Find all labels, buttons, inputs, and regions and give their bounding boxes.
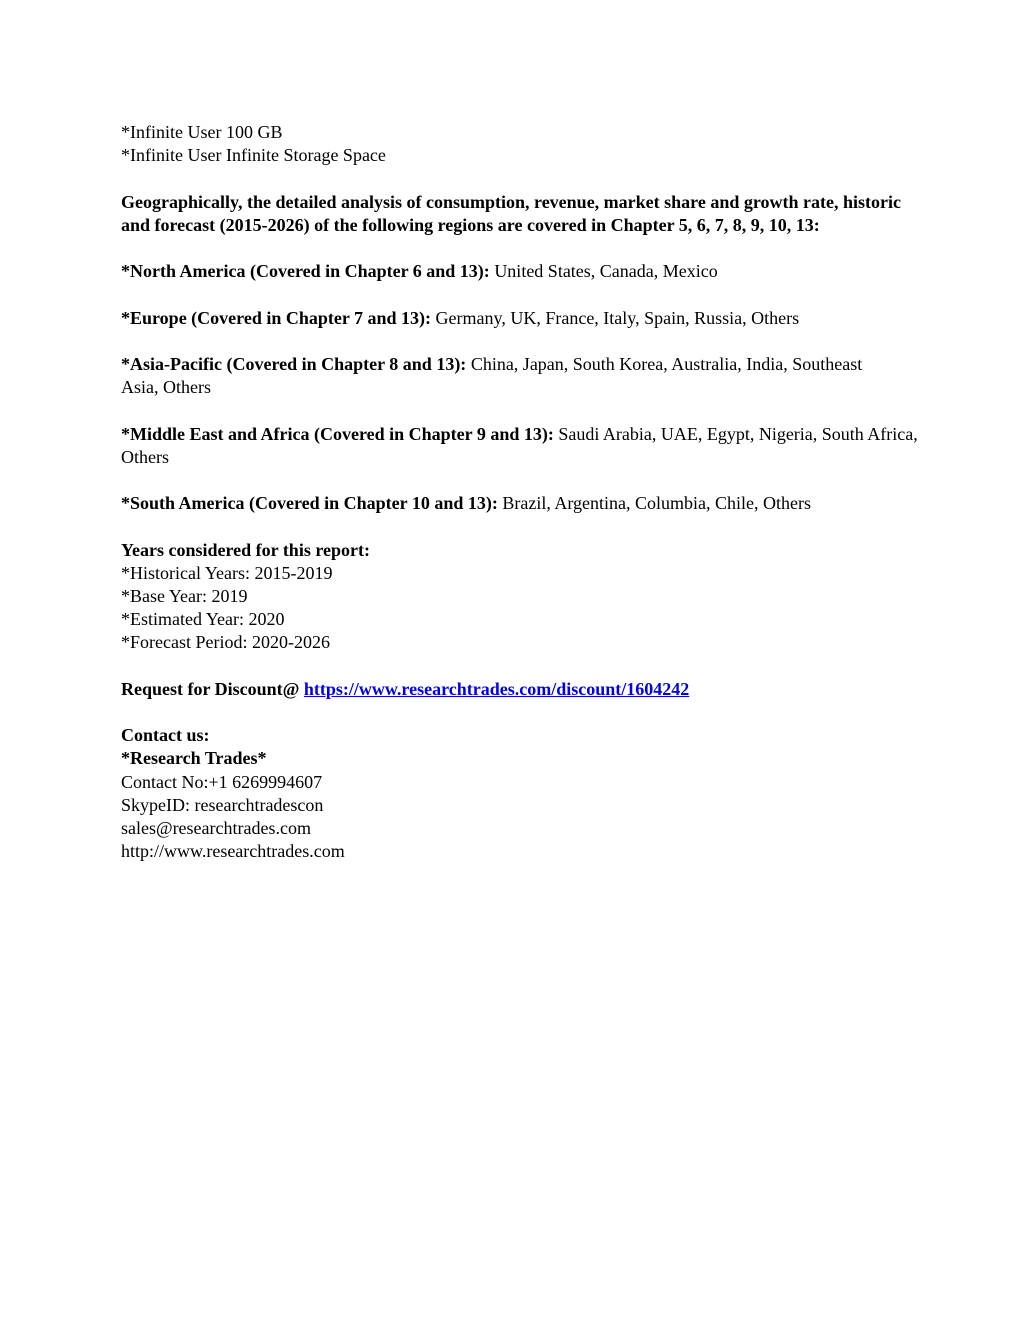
region-countries: United States, Canada, Mexico (494, 261, 718, 282)
region-label: *South America (Covered in Chapter 10 and 13): (121, 493, 498, 514)
region-south-america (121, 492, 921, 515)
region-label: *Asia-Pacific (Covered in Chapter 8 and 13): (121, 353, 467, 374)
region-europe (121, 307, 921, 330)
company-name: *Research Trades* (121, 748, 267, 769)
region-north-america (121, 260, 921, 283)
region-middle-east-africa (121, 423, 921, 469)
region-countries: Germany, UK, France, Italy, Spain, Russia, Others (435, 307, 800, 328)
region-asia-pacific (121, 353, 881, 399)
contact-website: http://www.researchtrades.com (121, 841, 345, 862)
contact-phone: Contact No:+1 6269994607 (121, 771, 323, 792)
region-label: *Europe (Covered in Chapter 7 and 13): (121, 307, 432, 328)
document-page (121, 121, 921, 863)
region-label: *Middle East and Africa (Covered in Chapter 9 and 13): (121, 423, 554, 444)
region-countries: China, Japan, South Korea, Australia, India, Southeast Asia, Others (121, 353, 863, 398)
discount-label: Request for Discount@ (121, 678, 300, 699)
contact-email: sales@researchtrades.com (121, 817, 311, 838)
historical-years: *Historical Years: 2015-2019 (121, 562, 333, 583)
years-heading: Years considered for this report: (121, 539, 370, 560)
storage-option-infinite: *Infinite User Infinite Storage Space (121, 145, 386, 166)
geographic-intro: Geographically, the detailed analysis of consumption, revenue, market share and growth rate, historic and forecast (2015-2026) of the following regions are covered in Chapter 5, 6, 7, 8, 9, 10, 13: (121, 191, 901, 235)
region-label: *North America (Covered in Chapter 6 and 13): (121, 261, 490, 282)
storage-option-100gb: *Infinite User 100 GB (121, 122, 283, 142)
contact-heading: Contact us: (121, 725, 210, 746)
discount-request (121, 678, 921, 701)
discount-link[interactable]: https://www.researchtrades.com/discount/1604242 (303, 678, 690, 699)
contact-skype: SkypeID: researchtradescon (121, 794, 324, 815)
region-countries: Saudi Arabia, UAE, Egypt, Nigeria, South Africa, Others (121, 423, 918, 467)
region-countries: Brazil, Argentina, Columbia, Chile, Others (502, 493, 811, 514)
forecast-period: *Forecast Period: 2020-2026 (121, 632, 330, 653)
base-year: *Base Year: 2019 (121, 585, 248, 606)
estimated-year: *Estimated Year: 2020 (121, 609, 285, 630)
